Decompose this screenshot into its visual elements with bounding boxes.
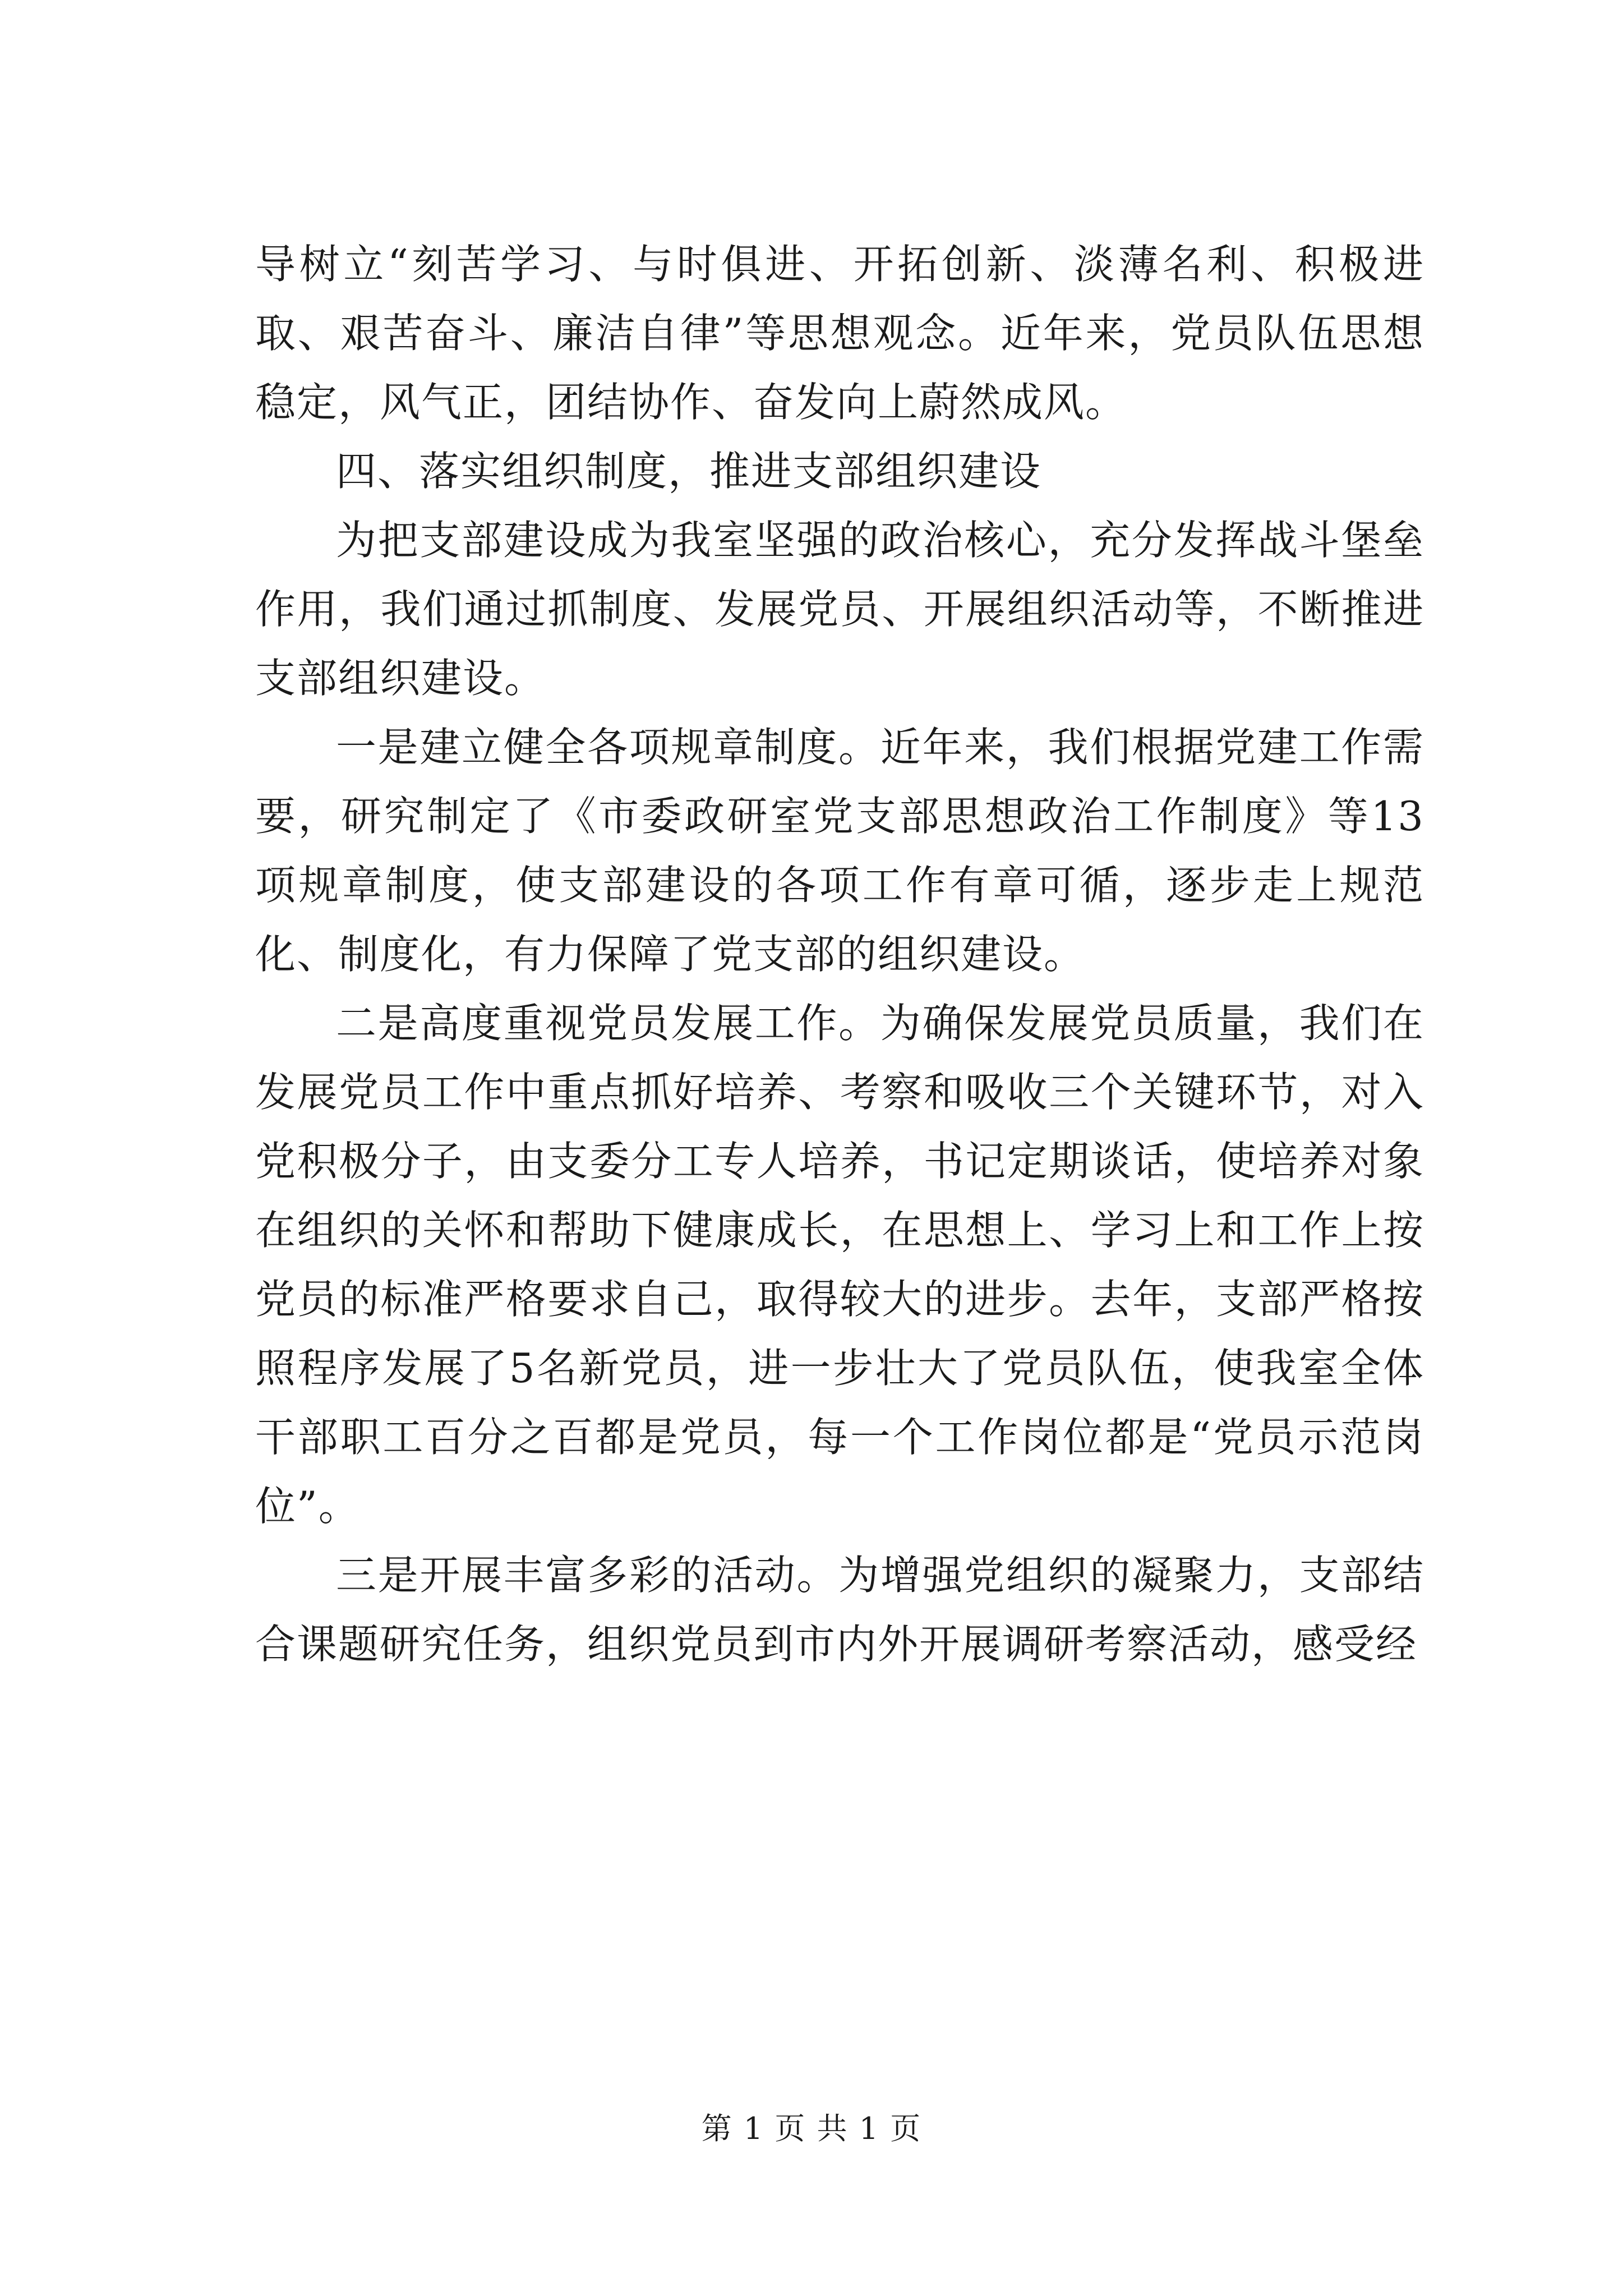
paragraph-3: 为把支部建设成为我室坚强的政治核心，充分发挥战斗堡垒作用，我们通过抓制度、发展党员、开展组织活动等，不断推进支部组织建设。 (255, 517, 1424, 702)
page-footer: 第 1 页 共 1 页 (701, 2111, 922, 2146)
paragraph-5: 二是高度重视党员发展工作。为确保发展党员质量，我们在发展党员工作中重点抓好培养、考察和吸收三个关键环节，对入党积极分子，由支委分工专人培养，书记定期谈话，使培养对象在组织的关怀和帮助下健康成长，在思想上、学习上和工作上按党员的标准严格要求自己，取得较大的进步。去年，支部严格按照程序发展了5名新党员，进一步壮大了党员队伍，使我室全体干部职工百分之百都是党员，每一个工作岗位都是“党员示范岗位”。 (255, 1000, 1424, 1530)
paragraph-6: 三是开展丰富多彩的活动。为增强党组织的凝聚力，支部结合课题研究任务，组织党员到市内外开展调研考察活动，感受经 (255, 1552, 1424, 1668)
paragraph-4: 一是建立健全各项规章制度。近年来，我们根据党建工作需要，研究制定了《市委政研室党支部思想政治工作制度》等13项规章制度，使支部建设的各项工作有章可循，逐步走上规范化、制度化，有力保障了党支部的组织建设。 (255, 724, 1424, 978)
section-heading: 四、落实组织制度，推进支部组织建设 (336, 448, 1042, 495)
paragraph-1: 导树立“刻苦学习、与时俱进、开拓创新、淡薄名利、积极进取、艰苦奋斗、廉洁自律”等思想观念。近年来，党员队伍思想稳定，风气正，团结协作、奋发向上蔚然成风。 (255, 241, 1424, 426)
document-body (255, 230, 1424, 1679)
